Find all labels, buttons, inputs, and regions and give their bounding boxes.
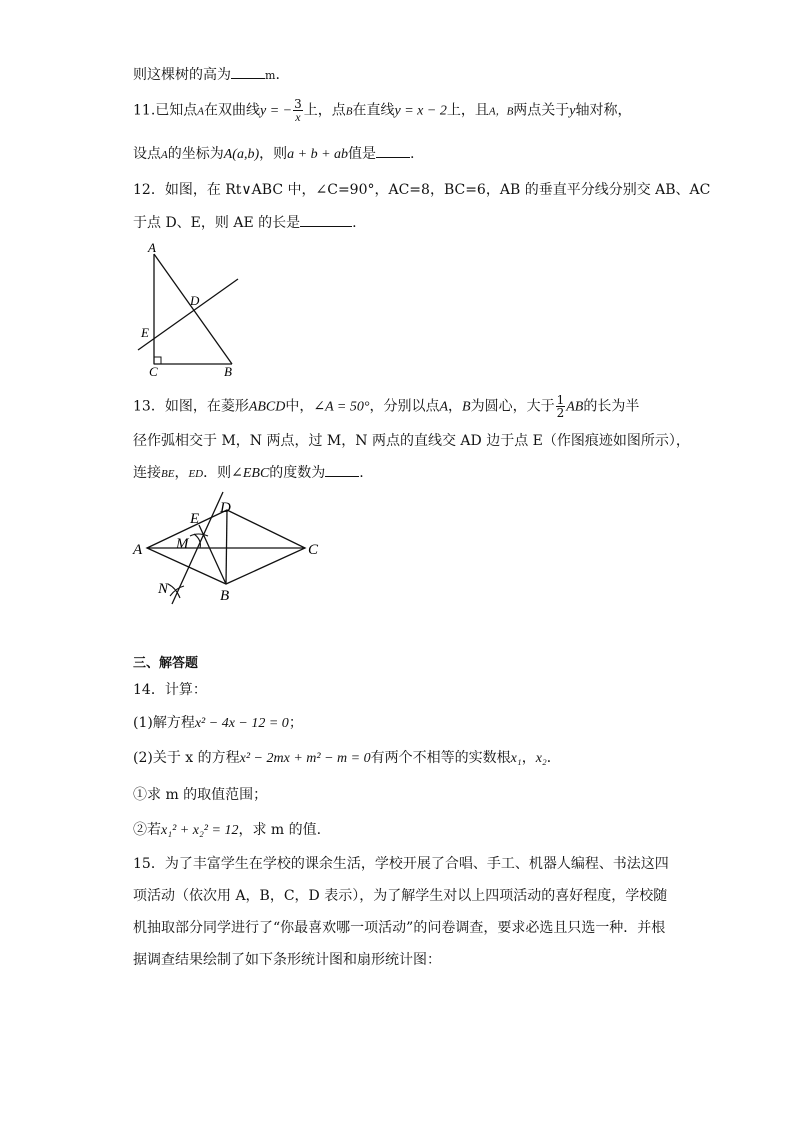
q13-line2: 径作弧相交于 M，N 两点，过 M，N 两点的直线交 AD 边于点 E（作图痕迹如图所示）， <box>133 433 690 449</box>
label-e: E <box>141 325 149 340</box>
segment-be <box>199 525 226 584</box>
q12-line1: 12．如图，在 Rt∨ABC 中，∠C=90°，AC=8，BC=6，AB 的垂直平分线分别交 AB、AC <box>133 182 711 198</box>
q11-line1 <box>133 98 632 123</box>
equation: x² − 4x − 12 = 0 <box>194 716 289 731</box>
period: . <box>359 465 364 481</box>
q13-text: 为圆心，大于 <box>470 398 555 415</box>
axis-y: y <box>569 103 576 119</box>
frac-den: 2 <box>556 406 565 420</box>
segment-ed: ED <box>188 468 204 480</box>
q14-text: ， <box>521 750 536 766</box>
label-m: M <box>176 536 189 552</box>
point-a: A <box>161 149 168 161</box>
expression: a + b + ab <box>287 147 349 162</box>
perpendicular-bisector <box>138 279 238 350</box>
arc-m2 <box>190 534 208 536</box>
q11-text: 上，且 <box>446 102 489 119</box>
equation: x² − 2mx + m² − m = 0 <box>239 751 371 766</box>
q11-text: 在双曲线 <box>204 102 261 119</box>
q11-number: 11 <box>133 102 151 119</box>
q13-text: ， <box>448 398 463 415</box>
q14-title: 14．计算： <box>133 682 207 698</box>
q10-tail <box>133 64 280 86</box>
q13-line3 <box>133 462 364 484</box>
q14-text: ②若 <box>133 822 161 838</box>
q15-line2: 项活动（依次用 A，B，C，D 表示），为了解学生对以上四项活动的喜好程度，学校随 <box>133 888 668 904</box>
q12-figure <box>130 238 250 380</box>
root-x2: x₂ <box>535 751 547 766</box>
label-d: D <box>190 293 200 308</box>
label-c: C <box>149 364 158 379</box>
q11-text: 上，点 <box>303 102 346 119</box>
q12-line2 <box>133 212 357 233</box>
hyperbola-eq: y = − <box>260 103 293 119</box>
q11-text: 在直线 <box>352 102 395 119</box>
q11-text: 值是 <box>348 146 377 162</box>
q14-text: (2)关于 x 的方程 <box>133 750 240 766</box>
q11-text: 轴对称， <box>575 102 632 119</box>
q13-text: 的长为半 <box>583 398 640 415</box>
segment-ab: AB <box>566 399 584 415</box>
unit: m <box>265 69 276 82</box>
angle-ebc: ∠EBC <box>231 466 270 481</box>
angle-a: ∠A = 50° <box>313 399 370 415</box>
q11-text: 两点关于 <box>513 102 570 119</box>
q15-line3: 机抽取部分同学进行了“你最喜欢哪一项活动”的问卷调查，要求必选且只选一种．并根 <box>133 920 666 936</box>
q14-sub1: ①求 m 的取值范围； <box>133 787 268 803</box>
label-b: B <box>220 588 230 604</box>
period: . <box>352 215 357 231</box>
fraction <box>556 394 566 419</box>
q13-text: 的度数为 <box>269 465 326 481</box>
q13-text: 连接 <box>133 465 161 481</box>
q11-text: .已知点 <box>150 102 198 119</box>
q11-text: ，则 <box>259 146 288 162</box>
q13-text: ，分别以点 <box>369 398 440 415</box>
point-a: A <box>439 399 449 415</box>
period: . <box>275 67 280 83</box>
q13-figure <box>128 488 328 608</box>
root-x1: x₁ <box>510 751 522 766</box>
frac-num: 3 <box>294 97 302 111</box>
point-b: B <box>462 399 471 415</box>
point-b: B <box>345 105 353 118</box>
arc-m1 <box>194 534 200 548</box>
rhombus-name: ABCD <box>248 399 286 415</box>
q15-line4: 据调查结果绘制了如下条形统计图和扇形统计图： <box>133 952 441 968</box>
line-eq: y = x − 2 <box>394 103 447 119</box>
frac-num: 1 <box>556 393 565 407</box>
frac-den: x <box>295 110 301 124</box>
q14-text: 有两个不相等的实数根 <box>370 750 511 766</box>
q13-text: ， <box>174 465 189 481</box>
fraction <box>293 98 303 123</box>
coordinate: A(a,b) <box>223 147 260 162</box>
point-b: B <box>506 105 514 118</box>
q10-text: 则这棵树的高为 <box>133 67 231 83</box>
side-ab <box>154 254 232 364</box>
q14-sub2 <box>133 820 321 841</box>
label-b: B <box>224 364 232 379</box>
equation: x₁² + x₂² = 12 <box>161 823 239 838</box>
period: . <box>410 146 415 162</box>
label-c: C <box>308 542 319 558</box>
label-n: N <box>158 581 169 597</box>
q14-part2 <box>133 748 561 769</box>
label-a: A <box>133 542 143 558</box>
q14-text: ，求 m 的值. <box>238 822 322 838</box>
label-d: D <box>220 500 231 516</box>
diagonal-bd <box>226 510 227 584</box>
section-title: 三、解答题 <box>133 656 199 671</box>
label-a: A <box>148 240 156 255</box>
q13-text: 13．如图，在菱形 <box>133 398 249 415</box>
q12-text: 于点 D、E，则 AE 的长是 <box>133 215 301 231</box>
answer-blank <box>300 212 352 227</box>
label-e: E <box>190 511 200 527</box>
q13-line1 <box>133 394 639 419</box>
right-angle-mark <box>154 357 161 364</box>
q14-part1 <box>133 713 303 734</box>
point-a: A， <box>488 105 507 118</box>
answer-blank <box>376 143 410 158</box>
q11-text: 的坐标为 <box>167 146 224 162</box>
point-a: A <box>197 105 205 118</box>
q11-text: 设点 <box>133 146 161 162</box>
answer-blank <box>325 462 359 477</box>
q14-text: (1)解方程 <box>133 715 195 731</box>
answer-blank <box>231 64 265 79</box>
q15-line1: 15．为了丰富学生在学校的课余生活，学校开展了合唱、手工、机器人编程、书法这四 <box>133 856 669 872</box>
q11-line2 <box>133 143 414 165</box>
q14-text: ． <box>546 750 561 766</box>
q14-text: ； <box>288 715 303 731</box>
q13-text: 中， <box>285 398 314 415</box>
q13-text: ．则 <box>203 465 232 481</box>
segment-be: BE <box>161 468 175 480</box>
